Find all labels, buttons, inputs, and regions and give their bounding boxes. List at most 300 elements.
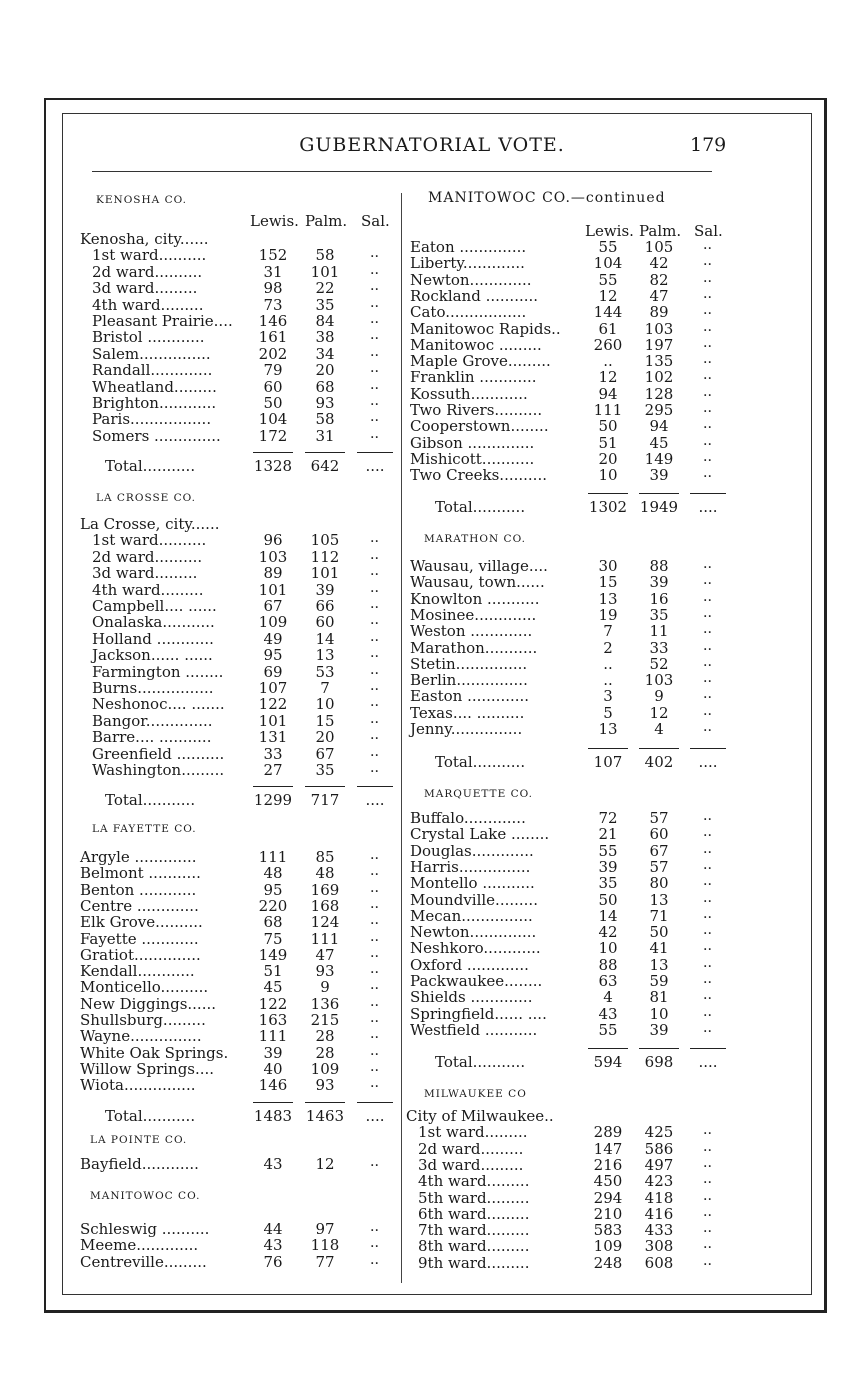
sal-votes: .. xyxy=(370,714,380,726)
total-rule xyxy=(639,748,679,749)
lewis-votes: 42 xyxy=(598,923,618,942)
row-name: Rockland ........... xyxy=(410,286,539,305)
header-rule xyxy=(92,171,712,172)
lewis-votes: 104 xyxy=(258,410,288,429)
row-name: Newton.............. xyxy=(410,923,537,942)
lewis-votes: .. xyxy=(603,352,613,371)
column-header-palmer: Palm. xyxy=(305,212,348,230)
palmer-votes: 57 xyxy=(649,857,669,876)
palmer-votes: 10 xyxy=(649,1004,669,1023)
palmer-total: 698 xyxy=(644,1053,674,1071)
palmer-votes: 33 xyxy=(649,638,669,657)
lewis-votes: 50 xyxy=(598,890,618,909)
palmer-votes: 128 xyxy=(644,384,674,403)
sal-votes: .. xyxy=(703,1007,713,1019)
total-label: Total........... xyxy=(105,457,196,475)
lewis-votes: 55 xyxy=(598,841,618,860)
palmer-votes: 20 xyxy=(315,361,335,380)
row-name: 4th ward......... xyxy=(92,295,204,314)
section-title: LA POINTE CO. xyxy=(90,1134,188,1146)
row-name: 3d ward......... xyxy=(92,279,198,298)
section-title: MARQUETTE CO. xyxy=(424,788,533,800)
sal-votes: .. xyxy=(703,608,713,620)
row-name: Stetin............... xyxy=(410,654,528,673)
sal-votes: .. xyxy=(703,706,713,718)
palmer-votes: 60 xyxy=(649,825,669,844)
row-name: Centre ............. xyxy=(80,896,199,915)
lewis-votes: 10 xyxy=(598,466,618,485)
sal-votes: .. xyxy=(703,690,713,702)
sal-votes: .. xyxy=(370,698,380,710)
sal-votes: .. xyxy=(370,731,380,743)
palmer-votes: 497 xyxy=(644,1155,674,1174)
palmer-votes: 85 xyxy=(315,848,335,866)
lewis-votes: 39 xyxy=(263,1043,283,1062)
row-name: Douglas............. xyxy=(410,841,534,860)
sal-votes: .. xyxy=(703,1158,713,1170)
palmer-total: 1949 xyxy=(639,498,679,516)
row-name: Monticello.......... xyxy=(80,978,209,997)
row-name: White Oak Springs. xyxy=(80,1043,229,1062)
total-label: Total........... xyxy=(435,498,526,516)
lewis-votes: 15 xyxy=(598,573,618,592)
row-name: Randall............. xyxy=(92,361,213,380)
row-name: Weston ............. xyxy=(410,622,533,641)
column-header-lewis: Lewis. xyxy=(250,212,299,230)
sal-votes: .. xyxy=(703,592,713,604)
sal-votes: .. xyxy=(703,909,713,921)
lewis-votes: 152 xyxy=(258,246,288,265)
lewis-votes: 98 xyxy=(263,279,283,298)
lewis-votes: 40 xyxy=(263,1059,283,1078)
lewis-total: 594 xyxy=(593,1053,623,1071)
palmer-votes: 423 xyxy=(644,1172,674,1191)
palmer-votes: 93 xyxy=(315,962,335,981)
sal-votes: .. xyxy=(703,1256,713,1268)
row-name: Centreville......... xyxy=(80,1252,207,1271)
palmer-votes: 77 xyxy=(315,1252,335,1271)
palmer-votes: 57 xyxy=(649,809,669,827)
lewis-votes: 149 xyxy=(258,945,288,964)
row-name: Berlin............... xyxy=(410,671,528,690)
sal-votes: .. xyxy=(703,991,713,1003)
lewis-votes: 39 xyxy=(598,857,618,876)
palmer-votes: 433 xyxy=(644,1221,674,1240)
row-name: Wiota............... xyxy=(80,1076,196,1095)
section-title: MILWAUKEE CO xyxy=(424,1088,527,1100)
total-label: Total........... xyxy=(435,1053,526,1071)
sal-votes: .. xyxy=(370,583,380,595)
palmer-votes: 12 xyxy=(315,1155,335,1173)
sal-votes: .. xyxy=(703,436,713,448)
palmer-votes: 93 xyxy=(315,394,335,412)
palmer-votes: 197 xyxy=(644,335,674,354)
row-name: Cooperstown........ xyxy=(410,417,549,436)
lewis-votes: 260 xyxy=(593,335,623,354)
sal-votes: .. xyxy=(370,616,380,628)
sal-votes: .. xyxy=(703,942,713,954)
total-label: Total........... xyxy=(435,753,526,771)
lewis-votes: 111 xyxy=(258,1027,288,1046)
row-name: Argyle ............. xyxy=(80,848,197,866)
sal-votes: .. xyxy=(370,1223,380,1234)
row-name: Liberty............. xyxy=(410,254,525,273)
palmer-votes: 416 xyxy=(644,1204,674,1223)
palmer-votes: 109 xyxy=(310,1059,340,1078)
sal-votes: .. xyxy=(370,331,380,343)
row-name: Greenfield .......... xyxy=(92,744,225,763)
sal-votes: .. xyxy=(703,469,713,481)
lewis-votes: 49 xyxy=(263,629,283,648)
row-name: Two Rivers.......... xyxy=(410,401,543,419)
palmer-votes: 28 xyxy=(315,1027,335,1046)
lewis-votes: 122 xyxy=(258,994,288,1013)
palmer-votes: 136 xyxy=(310,994,340,1013)
sal-votes: .. xyxy=(370,649,380,661)
palmer-votes: 42 xyxy=(649,254,669,273)
total-label: Total........... xyxy=(105,791,196,809)
palmer-votes: 71 xyxy=(649,906,669,925)
sal-votes: .. xyxy=(370,534,380,546)
lewis-votes: 12 xyxy=(598,286,618,305)
row-name: Kenosha, city...... xyxy=(80,230,209,248)
palmer-votes: 59 xyxy=(649,972,669,990)
row-name: 2d ward.......... xyxy=(92,547,203,566)
palmer-votes: 586 xyxy=(644,1139,674,1158)
row-name: Shields ............. xyxy=(410,988,533,1007)
row-name: Shullsburg......... xyxy=(80,1011,206,1029)
lewis-votes: 583 xyxy=(593,1221,623,1240)
sal-total: .... xyxy=(365,791,385,809)
sal-votes: .. xyxy=(703,1126,713,1138)
lewis-votes: 10 xyxy=(598,939,618,958)
lewis-votes: 146 xyxy=(258,1076,288,1095)
palmer-votes: 47 xyxy=(649,286,669,305)
lewis-votes: 107 xyxy=(258,679,288,697)
sal-votes: .. xyxy=(370,1255,380,1267)
page-title: GUBERNATORIAL VOTE. xyxy=(299,134,565,156)
sal-votes: .. xyxy=(370,997,380,1009)
row-name: 4th ward......... xyxy=(92,580,204,599)
sal-votes: .. xyxy=(703,273,713,285)
total-rule xyxy=(253,786,293,787)
palmer-votes: 88 xyxy=(649,557,669,575)
row-name: Packwaukee........ xyxy=(410,972,543,990)
lewis-votes: 69 xyxy=(263,662,283,681)
lewis-votes: 51 xyxy=(263,962,283,981)
sal-votes: .. xyxy=(370,413,380,425)
lewis-votes: 79 xyxy=(263,361,283,380)
lewis-votes: 7 xyxy=(603,622,613,641)
row-name: Neshonoc.... ....... xyxy=(92,695,225,714)
palmer-votes: 13 xyxy=(315,646,335,665)
sal-votes: .. xyxy=(370,948,380,960)
lewis-votes: 31 xyxy=(263,262,283,281)
sal-votes: .. xyxy=(703,1142,713,1154)
lewis-votes: 122 xyxy=(258,695,288,714)
lewis-votes: 248 xyxy=(593,1253,623,1272)
lewis-votes: 101 xyxy=(258,711,288,730)
lewis-votes: 21 xyxy=(598,825,618,844)
section-title: LA FAYETTE CO. xyxy=(92,823,197,835)
sal-votes: .. xyxy=(370,347,380,359)
sal-votes: .. xyxy=(703,452,713,464)
sal-votes: .. xyxy=(370,265,380,277)
lewis-votes: 109 xyxy=(593,1237,623,1256)
palmer-votes: 16 xyxy=(649,589,669,608)
lewis-votes: 33 xyxy=(263,744,283,763)
palmer-votes: 168 xyxy=(310,896,340,915)
sal-votes: .. xyxy=(370,1030,380,1042)
palmer-votes: 41 xyxy=(649,939,669,958)
palmer-votes: 103 xyxy=(644,671,674,690)
row-name: 2d ward.......... xyxy=(92,262,203,281)
lewis-votes: 5 xyxy=(603,703,613,722)
lewis-votes: 289 xyxy=(593,1123,623,1142)
total-rule xyxy=(253,1102,293,1103)
lewis-votes: 68 xyxy=(263,913,283,932)
palmer-votes: 149 xyxy=(644,449,674,468)
palmer-votes: 47 xyxy=(315,945,335,964)
lewis-votes: 19 xyxy=(598,605,618,624)
section-title: KENOSHA CO. xyxy=(96,194,187,206)
lewis-votes: 55 xyxy=(598,238,618,256)
palmer-votes: 105 xyxy=(644,238,674,256)
sal-votes: .. xyxy=(370,981,380,993)
lewis-votes: 12 xyxy=(598,368,618,387)
lewis-votes: 73 xyxy=(263,295,283,314)
sal-votes: .. xyxy=(703,289,713,301)
palmer-votes: 89 xyxy=(649,303,669,322)
row-name: 5th ward......... xyxy=(418,1188,530,1207)
sal-votes: .. xyxy=(703,860,713,872)
sal-votes: .. xyxy=(703,657,713,669)
row-name: Maple Grove......... xyxy=(410,352,551,371)
lewis-votes: 48 xyxy=(263,864,283,883)
sal-votes: .. xyxy=(370,397,380,408)
row-name: Barre.... ........... xyxy=(92,728,212,747)
palmer-votes: 111 xyxy=(310,929,340,948)
sal-votes: .. xyxy=(703,844,713,856)
column-divider xyxy=(401,193,402,1283)
sal-votes: .. xyxy=(370,682,380,693)
row-name: City of Milwaukee.. xyxy=(406,1107,554,1125)
lewis-votes: 13 xyxy=(598,589,618,608)
sal-votes: .. xyxy=(370,282,380,294)
row-name: Kossuth............ xyxy=(410,384,528,403)
row-name: Buffalo............. xyxy=(410,809,526,827)
lewis-votes: 35 xyxy=(598,874,618,893)
sal-votes: .. xyxy=(703,674,713,686)
row-name: 1st ward......... xyxy=(418,1123,528,1142)
lewis-votes: 27 xyxy=(263,761,283,779)
row-name: Eaton .............. xyxy=(410,238,527,256)
lewis-votes: 450 xyxy=(593,1172,623,1191)
row-name: Salem............... xyxy=(92,344,211,363)
sal-votes: .. xyxy=(703,1207,713,1219)
sal-votes: .. xyxy=(370,747,380,759)
column-header-sal: Sal. xyxy=(694,222,723,240)
lewis-votes: 163 xyxy=(258,1011,288,1029)
lewis-votes: 61 xyxy=(598,319,618,338)
palmer-votes: 101 xyxy=(310,262,340,281)
sal-votes: .. xyxy=(370,1062,380,1074)
lewis-total: 1483 xyxy=(253,1107,293,1125)
palmer-votes: 169 xyxy=(310,880,340,899)
row-name: Benton ............ xyxy=(80,880,197,899)
lewis-votes: 2 xyxy=(603,638,613,657)
palmer-votes: 84 xyxy=(315,312,335,330)
lewis-votes: 20 xyxy=(598,449,618,468)
sal-votes: .. xyxy=(703,322,713,334)
lewis-total: 1328 xyxy=(253,457,293,475)
palmer-votes: 14 xyxy=(315,629,335,648)
lewis-votes: .. xyxy=(603,654,613,673)
palmer-votes: 39 xyxy=(649,1020,669,1039)
sal-votes: .. xyxy=(703,404,713,415)
lewis-votes: 146 xyxy=(258,312,288,330)
palmer-votes: 35 xyxy=(315,761,335,779)
total-rule xyxy=(253,452,293,453)
row-name: Wayne............... xyxy=(80,1027,202,1046)
row-name: Two Creeks.......... xyxy=(410,466,547,485)
sal-votes: .. xyxy=(370,916,380,928)
row-name: Mosinee............. xyxy=(410,605,537,624)
sal-total: .... xyxy=(365,1107,385,1125)
lewis-votes: 131 xyxy=(258,728,288,747)
sal-votes: .. xyxy=(703,1240,713,1252)
row-name: Wheatland......... xyxy=(92,377,217,396)
lewis-votes: 220 xyxy=(258,896,288,915)
lewis-votes: 210 xyxy=(593,1204,623,1223)
lewis-votes: 95 xyxy=(263,880,283,899)
lewis-votes: 43 xyxy=(263,1155,283,1173)
row-name: Farmington ........ xyxy=(92,662,224,681)
row-name: Marathon........... xyxy=(410,638,538,657)
lewis-votes: 51 xyxy=(598,433,618,452)
row-name: Franklin ............ xyxy=(410,368,537,387)
lewis-votes: 111 xyxy=(258,848,288,866)
palmer-votes: 124 xyxy=(310,913,340,932)
palmer-votes: 13 xyxy=(649,955,669,974)
total-rule xyxy=(639,1048,679,1049)
sal-votes: .. xyxy=(703,926,713,938)
palmer-votes: 60 xyxy=(315,613,335,632)
sal-votes: .. xyxy=(703,625,713,637)
lewis-votes: 294 xyxy=(593,1188,623,1207)
row-name: 3d ward......... xyxy=(92,564,198,583)
palmer-votes: 118 xyxy=(310,1236,340,1255)
sal-total: .... xyxy=(698,753,718,771)
sal-votes: .. xyxy=(703,355,713,367)
sal-votes: .. xyxy=(703,420,713,432)
palmer-votes: 93 xyxy=(315,1076,335,1095)
row-name: 1st ward.......... xyxy=(92,531,207,550)
row-name: Jenny............... xyxy=(410,720,523,738)
palmer-votes: 4 xyxy=(654,720,664,738)
sal-votes: .. xyxy=(370,249,380,261)
lewis-votes: 14 xyxy=(598,906,618,925)
row-name: Onalaska........... xyxy=(92,613,215,632)
row-name: Cato................. xyxy=(410,303,527,322)
palmer-votes: 48 xyxy=(315,864,335,883)
lewis-votes: 50 xyxy=(263,394,283,412)
total-rule xyxy=(305,1102,345,1103)
palmer-votes: 31 xyxy=(315,426,335,445)
sal-votes: .. xyxy=(370,867,380,879)
lewis-votes: 43 xyxy=(598,1004,618,1023)
palmer-votes: 39 xyxy=(315,580,335,599)
sal-total: .... xyxy=(365,457,385,475)
sal-total: .... xyxy=(698,498,718,516)
row-name: Somers .............. xyxy=(92,426,221,445)
lewis-votes: 50 xyxy=(598,417,618,436)
total-rule xyxy=(357,452,393,453)
sal-votes: .. xyxy=(703,387,713,399)
palmer-votes: 97 xyxy=(315,1220,335,1238)
palmer-votes: 15 xyxy=(315,711,335,730)
row-name: Neshkoro............ xyxy=(410,939,541,958)
sal-votes: .. xyxy=(370,380,380,392)
sal-votes: .. xyxy=(370,764,380,775)
palmer-votes: 102 xyxy=(644,368,674,387)
sal-votes: .. xyxy=(703,723,713,734)
column-header-lewis: Lewis. xyxy=(585,222,634,240)
row-name: 1st ward.......... xyxy=(92,246,207,265)
sal-votes: .. xyxy=(703,975,713,986)
row-name: Jackson...... ...... xyxy=(92,646,213,665)
lewis-votes: 104 xyxy=(593,254,623,273)
sal-votes: .. xyxy=(703,893,713,905)
row-name: Springfield...... .... xyxy=(410,1004,547,1023)
lewis-votes: 44 xyxy=(263,1220,283,1238)
sal-votes: .. xyxy=(370,567,380,579)
lewis-votes: 75 xyxy=(263,929,283,948)
row-name: Bristol ............ xyxy=(92,328,205,347)
sal-votes: .. xyxy=(370,364,380,376)
palmer-total: 402 xyxy=(644,753,674,771)
palmer-votes: 22 xyxy=(315,279,335,298)
sal-votes: .. xyxy=(703,828,713,840)
palmer-votes: 10 xyxy=(315,695,335,714)
row-name: Gibson .............. xyxy=(410,433,535,452)
sal-votes: .. xyxy=(370,899,380,911)
lewis-votes: 144 xyxy=(593,303,623,322)
lewis-votes: 172 xyxy=(258,426,288,445)
palmer-votes: 20 xyxy=(315,728,335,747)
palmer-votes: 38 xyxy=(315,328,335,347)
total-label: Total........... xyxy=(105,1107,196,1125)
row-name: Meeme............. xyxy=(80,1236,199,1255)
palmer-votes: 215 xyxy=(310,1011,340,1029)
sal-votes: .. xyxy=(703,1023,713,1035)
lewis-votes: 55 xyxy=(598,1020,618,1039)
row-name: Bangor.............. xyxy=(92,711,213,730)
lewis-votes: 88 xyxy=(598,955,618,974)
row-name: La Crosse, city...... xyxy=(80,515,220,533)
row-name: Mecan............... xyxy=(410,906,533,925)
palmer-votes: 39 xyxy=(649,466,669,485)
lewis-total: 107 xyxy=(593,753,623,771)
row-name: 8th ward......... xyxy=(418,1237,530,1256)
palmer-votes: 7 xyxy=(320,679,330,697)
row-name: Elk Grove.......... xyxy=(80,913,203,932)
palmer-votes: 67 xyxy=(649,841,669,860)
palmer-votes: 34 xyxy=(315,344,335,363)
page-number: 179 xyxy=(690,134,727,156)
lewis-votes: 63 xyxy=(598,972,618,990)
palmer-votes: 12 xyxy=(649,703,669,722)
